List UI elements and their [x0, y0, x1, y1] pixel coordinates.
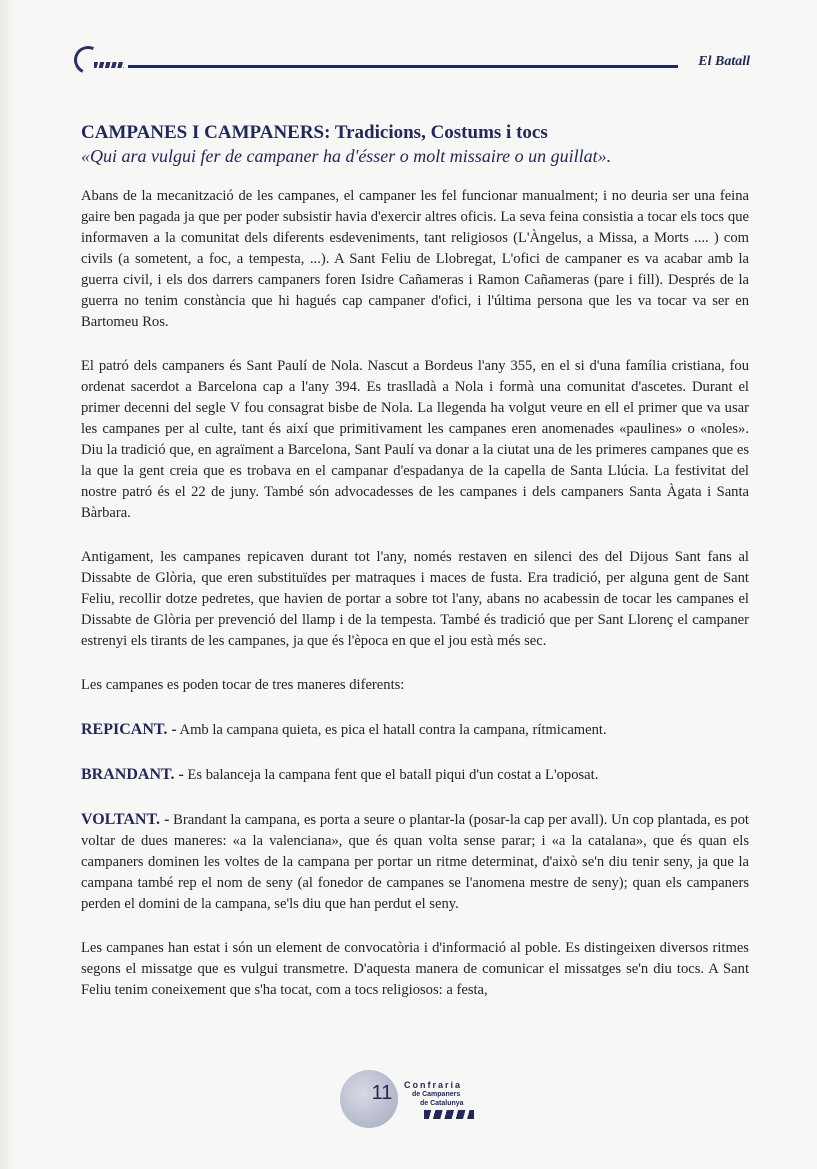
org-name-line: de Campaners — [412, 1091, 461, 1098]
logo-bars — [94, 62, 124, 68]
paragraph: Antigament, les campanes repicaven durant tot l'any, només restaven en silenci des del Dijous Sant fans al Dissabte de Glòria, que eren substituïdes per matraques i maces de fusta. Era tradició, per alguna gent de Sant Feliu, recollir dotze pedretes, que havien de portar a sobre tot l'any, abans no acabessin de tocar les campanes el Dissabte de Glòria per prevenció del llamp i de la tempesta. També és tradició que per Sant Llorenç el campaner estrenyi els tirants de les campanes, ja que és l'època en que el jou està més sec. — [81, 549, 749, 649]
article-body — [81, 122, 749, 1001]
paragraph: Les campanes es poden tocar de tres maneres diferents: — [81, 677, 405, 693]
term-paragraph-repicant — [81, 719, 749, 741]
term-text: Es balanceja la campana fent que el batall piqui d'un costat a L'oposat. — [183, 767, 599, 783]
paragraph: El patró dels campaners és Sant Paulí de Nola. Nascut a Bordeus l'any 355, en el si d'una família cristiana, fou ordenat sacerdot a Barcelona cap a l'any 394. Es traslladà a Nola i formà una comunitat d'ascetes. Durant el primer decenni del segle V fou consagrat bisbe de Nola. La llegenda ha volgut veure en ell el primer que va usar les campanes per al culte, tant és així que primitivament les campanes eren anomenades «paulines» o «noles». Diu la tradició que, en agraïment a Barcelona, Sant Paulí va donar a la ciutat una de les primeres campanes que es la que la gent creia que es trobava en el campanar d'espadanya de la capella de Santa Llúcia. La festivitat del nostre patró és el 22 de juny. També són advocadesses de les campanes i dels campaners Santa Àgata i Santa Bàrbara. — [81, 358, 749, 521]
header-rule — [128, 65, 678, 68]
confraria-logo-icon — [72, 42, 130, 72]
header-title: El Batall — [698, 54, 750, 69]
org-name-line: de Catalunya — [420, 1100, 464, 1107]
org-name-line: Confraria — [404, 1080, 463, 1090]
page-number: 11 — [371, 1082, 393, 1104]
term-text: Amb la campana quieta, es pica el hatall contra la campana, rítmicament. — [176, 722, 607, 738]
footer-organization — [404, 1080, 494, 1108]
footer-logo-bars — [424, 1110, 474, 1119]
term-label: BRANDANT. - — [81, 766, 184, 783]
page-footer — [330, 1066, 490, 1136]
term-paragraph-voltant — [81, 809, 749, 915]
term-label: REPICANT. - — [81, 721, 177, 738]
term-label: VOLTANT. - — [81, 811, 170, 828]
article-title: CAMPANES I CAMPANERS: Tradicions, Costums i tocs — [81, 122, 548, 143]
paragraph: Abans de la mecanització de les campanes, el campaner les fel funcionar manualment; i no deuria ser una feina gaire ben pagada ja que per poder subsistir havia d'exercir altres oficis. La seva feina consistia a tocar els tocs que informaven a la comunitat dels diferents esdeveniments, tant religiosos (L'Àngelus, a Missa, a Morts .... ) com civils (a sometent, a foc, a tempesta, ...). A Sant Feliu de Llobregat, L'ofici de campaner es va acabar amb la guerra civil, i els dos darrers campaners foren Isidre Cañameras i Ramon Cañameras (pare i fill). Després de la guerra no tenim constància que hi hagués cap campaner d'ofici, i l'última persona que les va tocar va ser en Bartomeu Ros. — [81, 188, 749, 330]
article-subtitle: «Qui ara vulgui fer de campaner ha d'ésser o molt missaire o un guillat». — [81, 146, 612, 166]
term-text: Brandant la campana, es porta a seure o plantar-la (posar-la cap per avall). Un cop plantada, es pot voltar de dues maneres: «a la valenciana», que és quan volta sense parar; i «a la catalana», que és quan els campaners dominen les voltes de la campana per portar un ritme determinat, d'això se'n diu tenir seny, ja que la campana també rep el nom de seny (al fonedor de campanes se l'anomena mestre de seny); quan els campaners perden el domini de la campana, se'ls diu que han perdut el seny. — [81, 812, 749, 912]
logo-arc — [70, 42, 106, 78]
paragraph: Les campanes han estat i són un element de convocatòria i d'informació al poble. Es distingeixen diversos ritmes segons el missatge que es vulgui transmetre. D'aquesta manera de comunicar el missatges se'n diu tocs. A Sant Feliu tenim coneixement que s'ha tocat, com a tocs religiosos: a festa, — [81, 940, 749, 998]
term-paragraph-brandant — [81, 764, 749, 786]
page-header — [72, 40, 754, 74]
